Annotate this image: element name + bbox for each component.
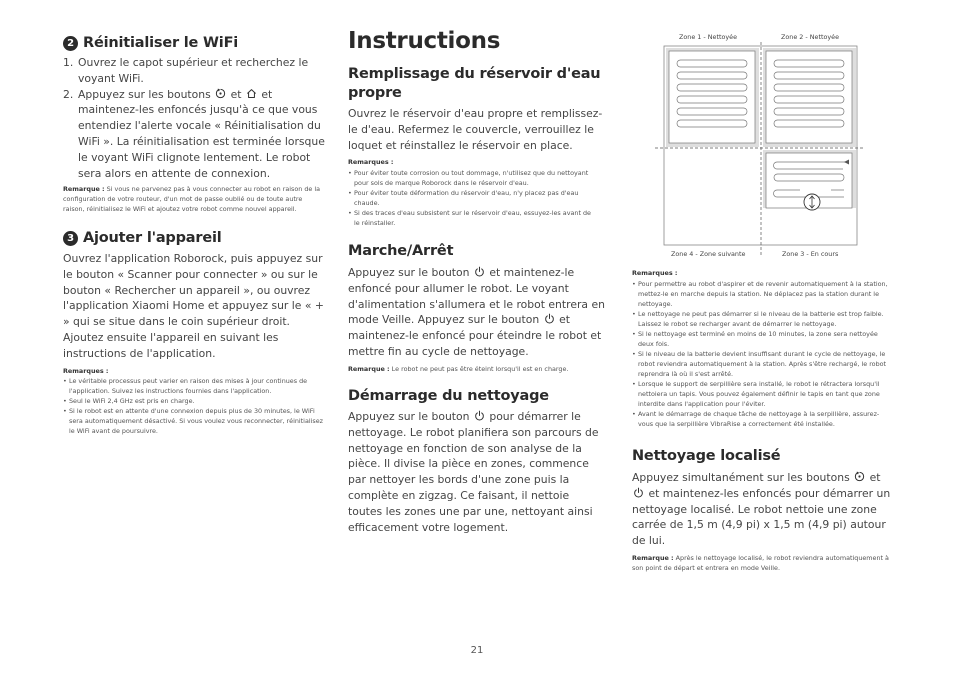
zone-2-label: Zone 2 - Nettoyée	[781, 33, 840, 41]
power-heading: Marche/Arrêt	[348, 243, 454, 259]
spot-clean-icon	[854, 471, 865, 482]
room-zones-figure	[655, 42, 865, 257]
fill-tank-remarks	[348, 168, 598, 228]
power-body: Appuyez sur le bouton et maintenez-le enfoncé pour allumer le robot. Le voyant d'alimentation s'allumera et le robot entrera en mode Veille. Appuyez sur le bouton et maintenez-le enfoncé pour éteindre le robot et mettre fin au cycle de nettoyage.	[348, 266, 605, 358]
start-cleaning-heading: Démarrage du nettoyage	[348, 388, 549, 404]
cleaning-remarks	[632, 279, 890, 429]
list-item: • Avant le démarrage de chaque tâche de nettoyage à la serpillière, assurez-vous que la serpillière VibraRise a correctement été installée.	[632, 409, 890, 429]
list-item: • Si le robot est en attente d'une connexion depuis plus de 30 minutes, le WiFi sera automatiquement désactivé. Si vous voulez vous reconnecter, réinitialisez le WiFi avant de poursuivre.	[63, 406, 325, 436]
spot-cleaning-body: Appuyez simultanément sur les boutons et et maintenez-les enfoncés pour démarrer un nettoyage localisé. Le robot nettoie une zone carrée de 1,5 m (4,9 pi) x 1,5 m (4,9 pi) autour de lui.	[632, 471, 891, 548]
power-note: Remarque : Le robot ne peut pas être éteint lorsqu'il est en charge.	[348, 365, 569, 373]
zone-diagram	[655, 30, 865, 265]
list-item: • Pour éviter toute corrosion ou tout dommage, n'utilisez que du nettoyant pour sols de marque Roborock dans le réservoir d'eau.	[348, 168, 598, 188]
list-item: • Pour permettre au robot d'aspirer et de revenir automatiquement à la station, mettez-le en marche depuis la station. Ne déplacez pas la station durant le nettoyage.	[632, 279, 890, 309]
add-device-heading: 3 Ajouter l'appareil	[63, 229, 325, 248]
add-device-remarks	[63, 376, 325, 436]
add-device-remarks-title: Remarques :	[63, 367, 109, 375]
list-item: • Le nettoyage ne peut pas démarrer si le niveau de la batterie est trop faible. Laissez le robot se recharger avant de démarrer le nettoyage.	[632, 309, 890, 329]
wifi-reset-steps	[63, 55, 325, 181]
list-item: 1. Ouvrez le capot supérieur et recherchez le voyant WiFi.	[63, 56, 309, 85]
zone-1-label: Zone 1 - Nettoyée	[679, 33, 738, 41]
add-device-body: Ouvrez l'application Roborock, puis appuyez sur le bouton « Scanner pour connecter » ou sur le bouton « Rechercher un appareil », ou ouvrez l'application Xiaomi Home et appuyez sur le « + » qui se situe dans le coin supérieur droit. Ajoutez ensuite l'appareil en suivant les instructions de l'application.	[63, 252, 324, 360]
cleaning-remarks-title: Remarques :	[632, 269, 678, 277]
list-item: 2. Appuyez sur les boutons et et maintenez-les enfoncés jusqu'à ce que vous entendiez l'alerte vocale « Réinitialisation du WiFi ». La réinitialisation est terminée lorsque le voyant WiFi clignote lentement. Le robot sera alors en attente de connexion.	[63, 87, 325, 180]
list-item: • Le véritable processus peut varier en raison des mises à jour continues de l'application. Suivez les instructions fournies dans l'application.	[63, 376, 325, 396]
start-cleaning-body: Appuyez sur le bouton pour démarrer le nettoyage. Le robot planifiera son parcours de nettoyage en fonction de son analyse de la pièce. Il divise la pièce en zones, commence par nettoyer les bords d'une zone puis la complète en zigzag. Ce faisant, il nettoie toutes les zones une par une, nettoyant ainsi efficacement votre logement.	[348, 410, 599, 534]
list-item: • Pour éviter toute déformation du réservoir d'eau, n'y placez pas d'eau chaude.	[348, 188, 598, 208]
wifi-reset-note: Remarque : Si vous ne parvenez pas à vous connecter au robot en raison de la configuration de votre routeur, d'un mot de passe oublié ou de toute autre raison, réinitialisez le WiFi et ajoutez votre robot comme nouvel appareil.	[63, 185, 321, 213]
page-number: 21	[470, 645, 484, 656]
spot-cleaning-heading: Nettoyage localisé	[632, 448, 781, 464]
power-icon	[474, 266, 485, 277]
wifi-reset-heading: 2 Réinitialiser le WiFi	[63, 34, 325, 53]
power-icon	[544, 313, 555, 324]
step-number-badge: 3	[63, 231, 78, 246]
fill-tank-remarks-title: Remarques :	[348, 158, 394, 166]
list-item: • Si le niveau de la batterie devient insuffisant durant le cycle de nettoyage, le robot reviendra automatiquement à la station. Après s'être rechargé, le robot reprendra là où il s'est arrêté.	[632, 349, 890, 379]
fill-tank-heading: Remplissage du réservoir d'eau propre	[348, 66, 601, 101]
home-icon	[246, 88, 257, 99]
spot-cleaning-note: Remarque : Après le nettoyage localisé, le robot reviendra automatiquement à son point de départ et entrera en mode Veille.	[632, 554, 889, 572]
zone-3-label: Zone 3 - En cours	[782, 250, 839, 258]
power-icon	[474, 410, 485, 421]
list-item: • Lorsque le support de serpillière sera installé, le robot le rétractera lorsqu'il nettoiera un tapis. Vous pouvez également définir le tapis en tant que zone interdite dans l'application pour l'éviter.	[632, 379, 890, 409]
list-item: • Si des traces d'eau subsistent sur le réservoir d'eau, essuyez-les avant de le réinstaller.	[348, 208, 598, 228]
spot-clean-icon	[215, 88, 226, 99]
power-icon	[633, 487, 644, 498]
list-item: • Si le nettoyage est terminé en moins de 10 minutes, la zone sera nettoyée deux fois.	[632, 329, 890, 349]
list-item: • Seul le WiFi 2,4 GHz est pris en charge.	[63, 396, 325, 406]
page-title: Instructions	[348, 28, 501, 54]
zone-4-label: Zone 4 - Zone suivante	[671, 250, 746, 258]
fill-tank-body: Ouvrez le réservoir d'eau propre et remplissez-le d'eau. Refermez le couvercle, verrouillez le loquet et réinstallez le réservoir en place.	[348, 107, 603, 152]
step-number-badge: 2	[63, 36, 78, 51]
